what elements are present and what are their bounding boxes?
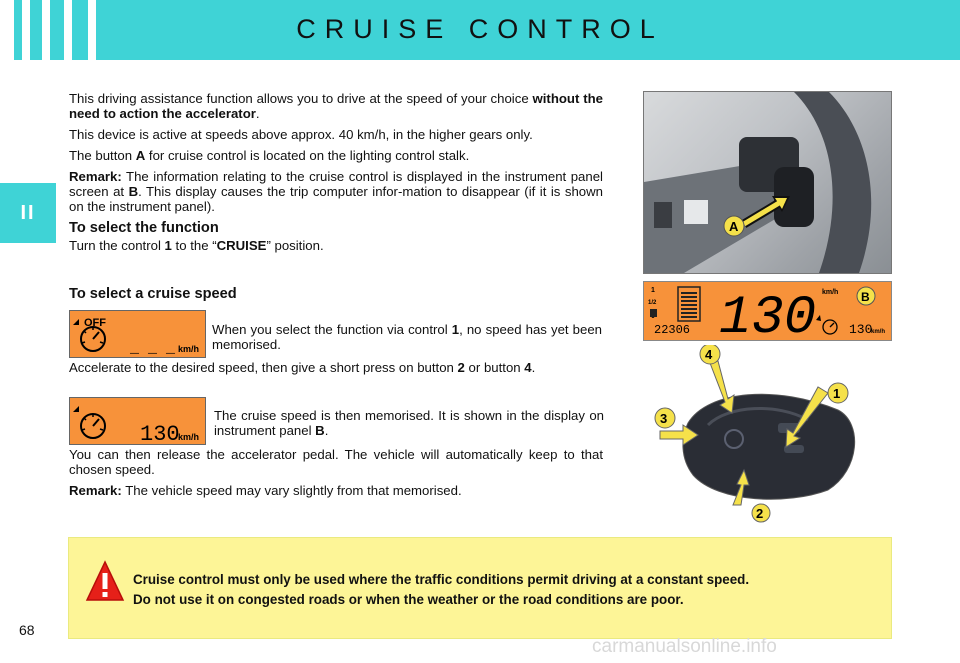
- gauge-top-label: 1: [651, 287, 655, 294]
- intro-text: [69, 91, 603, 220]
- callout-1-label: 1: [833, 386, 841, 401]
- lcd-off-label: OFF: [84, 317, 106, 329]
- callout-3-label: 3: [660, 411, 668, 426]
- odometer: 22306: [654, 323, 691, 337]
- intro-text-span: The button: [69, 148, 136, 163]
- header-stripe: [96, 0, 114, 60]
- release-text: [69, 447, 603, 504]
- select-function-heading: To select the function: [69, 220, 219, 236]
- callout-b-label: B: [861, 290, 870, 304]
- text-span: ” position.: [266, 238, 324, 253]
- select-function-text: [69, 238, 603, 253]
- callout-4-label: 4: [705, 347, 713, 362]
- ref-letter: B: [315, 423, 325, 438]
- lcd-speed-graphic: [70, 398, 205, 444]
- warning-box: [68, 537, 892, 639]
- no-speed-text: [212, 322, 602, 352]
- page-title: CRUISE CONTROL: [296, 14, 664, 44]
- section-tab: II: [0, 183, 56, 243]
- intro-emphasis: without the need to action the accelerator: [69, 91, 603, 121]
- switch-cover: [684, 200, 708, 224]
- intro-paragraph: [69, 91, 603, 121]
- unit-top: km/h: [822, 289, 839, 296]
- lcd-speed-display: [69, 397, 206, 445]
- gauge-mid-label: 1/2: [648, 300, 657, 306]
- ref-number: 4: [524, 360, 532, 375]
- intro-remark: [69, 169, 603, 214]
- ref-word: CRUISE: [216, 238, 267, 253]
- stalk-photo-graphic: [644, 92, 891, 273]
- text-span: The vehicle speed may vary slightly from that memorised.: [121, 483, 462, 498]
- page-number: 68: [19, 622, 35, 638]
- watermark: carmanualsonline.info: [592, 636, 777, 657]
- big-speed: 130: [719, 288, 817, 340]
- callout-a-label: A: [729, 219, 739, 234]
- lcd-off-graphic: [70, 311, 205, 357]
- ref-number: 2: [457, 360, 465, 375]
- lcd-off-display: [69, 310, 206, 358]
- accelerate-text: [69, 360, 603, 375]
- text-span: Accelerate to the desired speed, then give a short press on button: [69, 360, 458, 375]
- text-span: .: [531, 360, 536, 375]
- unit-small: km/h: [871, 329, 886, 335]
- warning-line-1: Cruise control must only be used where the traffic conditions permit driving at a constant speed.: [133, 572, 750, 587]
- intro-paragraph: [69, 148, 603, 163]
- stalk-diagram-graphic: [648, 345, 888, 523]
- text-span: When you select the function via control: [212, 322, 452, 337]
- remark-label: Remark:: [69, 483, 122, 498]
- lcd-unit: km/h: [178, 344, 200, 354]
- fuel-icon: [650, 309, 657, 317]
- text-span: Turn the control: [69, 238, 165, 253]
- intro-text-span: The information relating to the cruise control is displayed in the instrument panel screen at: [69, 169, 603, 199]
- header-stripe: [72, 0, 88, 60]
- header-stripe: [50, 0, 64, 60]
- memorised-text: [214, 408, 604, 438]
- intro-text-span: This driving assistance function allows you to drive at the speed of your choice: [69, 91, 533, 106]
- header-stripe: [14, 0, 22, 60]
- remark-label: Remark:: [69, 169, 122, 184]
- warning-icon: [85, 560, 125, 604]
- text-span: The cruise speed is then memorised. It is shown in the display on instrument panel: [214, 408, 604, 438]
- arrow-icon: [73, 406, 79, 412]
- ref-letter: A: [135, 148, 146, 163]
- warning-text: [133, 570, 893, 610]
- stalk-diagram: [648, 345, 888, 523]
- ref-number: 1: [451, 322, 460, 337]
- stalk-photo: [643, 91, 892, 274]
- intro-paragraph: This device is active at speeds above approx. 40 km/h, in the higher gears only.: [69, 127, 533, 142]
- ref-letter: B: [128, 184, 139, 199]
- intro-text-span: .: [255, 106, 260, 121]
- header-stripe: [30, 0, 42, 60]
- speed-remark: [69, 483, 603, 498]
- intro-text-span: for cruise control is located on the lighting control stalk.: [145, 148, 470, 163]
- instrument-panel-display: [643, 281, 892, 341]
- arrow-icon: [816, 315, 821, 321]
- lcd-dashes: _ _ _: [130, 340, 176, 357]
- release-paragraph: You can then release the accelerator pedal. The vehicle will automatically keep to that chosen speed.: [69, 447, 603, 477]
- intro-text-span: . This display causes the trip computer infor-mation to disappear (if it is shown on the instrument panel).: [69, 184, 603, 214]
- callout-2-label: 2: [756, 506, 764, 521]
- switch: [654, 202, 672, 228]
- warning-line-2: Do not use it on congested roads or when the weather or the road conditions are poor.: [133, 592, 684, 607]
- fuel-gauge-bars: [681, 292, 697, 318]
- arrow-icon: [73, 319, 79, 325]
- lcd-unit: km/h: [178, 432, 200, 442]
- text-span: .: [324, 423, 329, 438]
- text-span: or button: [464, 360, 525, 375]
- ref-number: 1: [164, 238, 172, 253]
- select-speed-heading: To select a cruise speed: [69, 286, 237, 302]
- lcd-speed-value: 130: [140, 422, 180, 444]
- text-span: , no speed has yet been memorised.: [212, 322, 602, 352]
- instrument-panel-graphic: [644, 282, 891, 340]
- small-speed: 130: [849, 322, 873, 337]
- text-span: to the “: [171, 238, 217, 253]
